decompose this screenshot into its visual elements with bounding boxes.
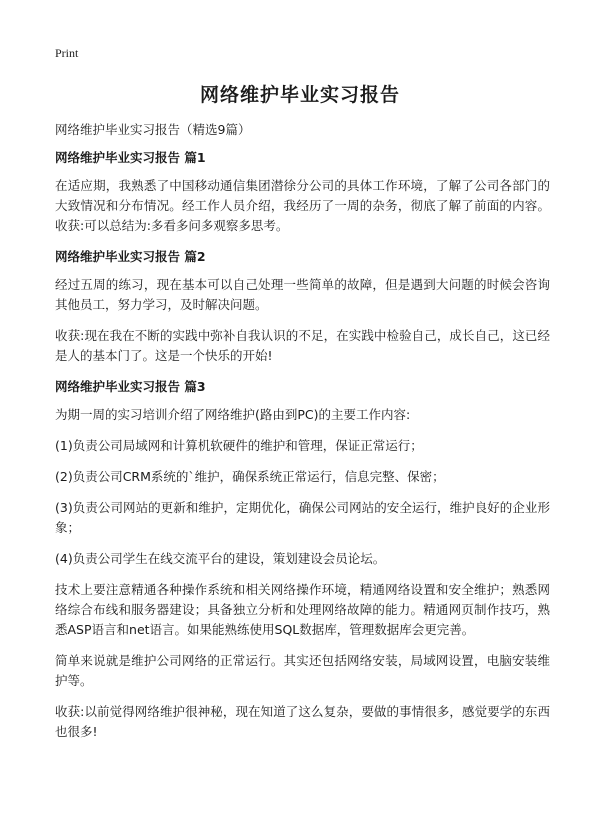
- section-2: [55, 247, 550, 366]
- paragraph: (4)负责公司学生在线交流平台的建设，策划建设会员论坛。: [55, 551, 386, 566]
- document-subtitle: 网络维护毕业实习报告（精选9篇）: [55, 122, 251, 137]
- document-title: 网络维护毕业实习报告: [199, 84, 400, 106]
- paragraph: 经过五周的练习，现在基本可以自己处理一些简单的故障，但是遇到大问题的时候会咨询其他员工，努力学习，及时解决问题。: [55, 277, 550, 312]
- section-3: [55, 377, 550, 742]
- section-heading: 网络维护毕业实习报告 篇1: [55, 150, 206, 165]
- paragraph: (1)负责公司局域网和计算机软硬件的维护和管理，保证正常运行；: [55, 438, 423, 453]
- section-heading: 网络维护毕业实习报告 篇3: [55, 379, 206, 394]
- section-1: [55, 148, 550, 236]
- paragraph: 收获:现在我在不断的实践中弥补自我认识的不足，在实践中检验自己，成长自己，这已经是人的基本门了。这是一个快乐的开始!: [55, 328, 550, 363]
- paragraph: (3)负责公司网站的更新和维护，定期优化，确保公司网站的安全运行，维护良好的企业形象；: [55, 500, 550, 535]
- paragraph: (2)负责公司CRM系统的`维护，确保系统正常运行，信息完整、保密；: [55, 469, 445, 484]
- paragraph: 收获:以前觉得网络维护很神秘，现在知道了这么复杂，要做的事情很多，感觉要学的东西也很多!: [55, 704, 550, 739]
- section-heading: 网络维护毕业实习报告 篇2: [55, 249, 206, 264]
- document-body: [55, 120, 550, 753]
- paragraph: 在适应期，我熟悉了中国移动通信集团潜徐分公司的具体工作环境，了解了公司各部门的大致情况和分布情况。经工作人员介绍，我经历了一周的杂务，彻底了解了前面的内容。收获:可以总结为:多看多问多观察多思考。: [55, 178, 550, 233]
- paragraph: 技术上要注意精通各种操作系统和相关网络操作环境，精通网络设置和安全维护；熟悉网络综合布线和服务器建设；具备独立分析和处理网络故障的能力。精通网页制作技巧，熟悉ASP语言和net语言。如果能熟练使用SQL数据库，管理数据库会更完善。: [55, 582, 550, 637]
- paragraph: 简单来说就是维护公司网络的正常运行。其实还包括网络安装，局域网设置，电脑安装维护等。: [55, 653, 550, 688]
- print-label: Print: [55, 46, 79, 60]
- paragraph: 为期一周的实习培训介绍了网络维护(路由到PC)的主要工作内容:: [55, 407, 411, 422]
